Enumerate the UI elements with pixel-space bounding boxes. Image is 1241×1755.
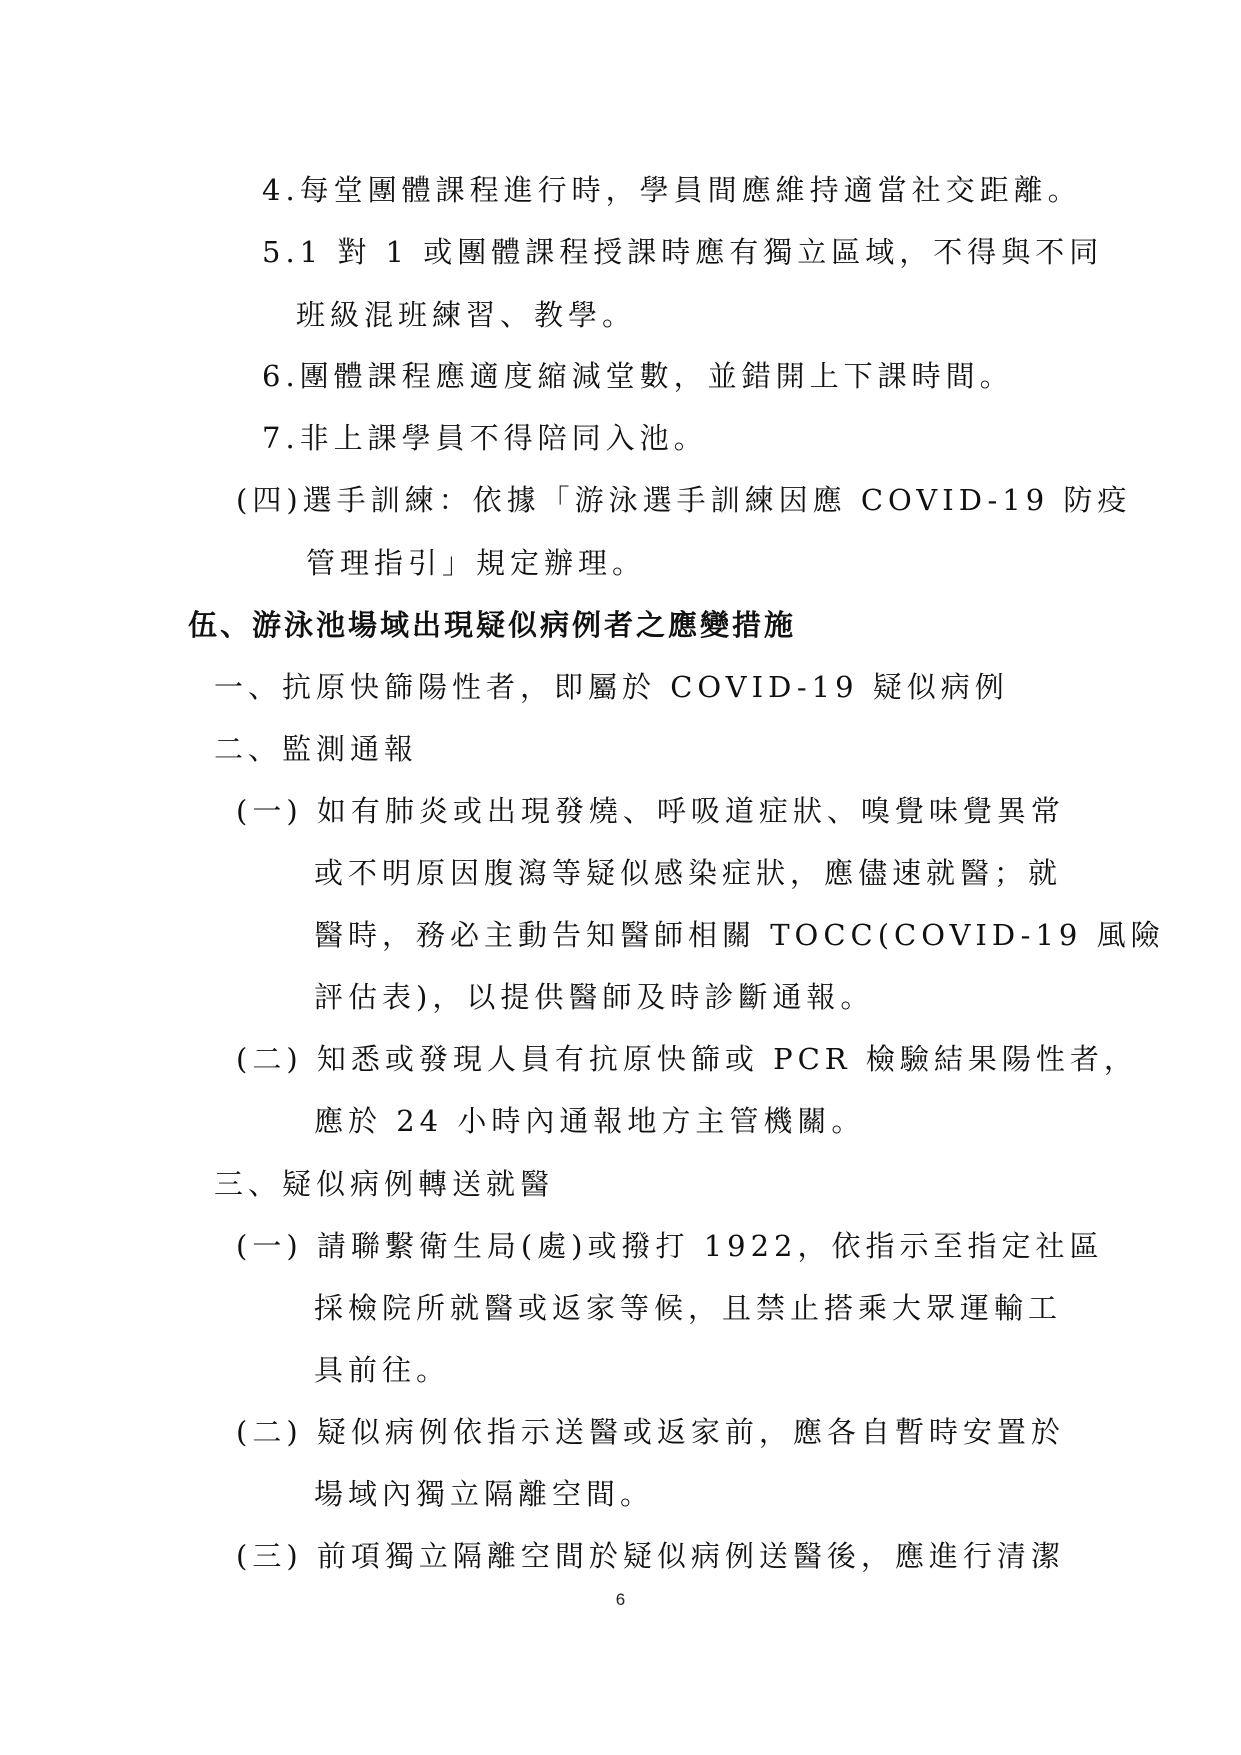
text-line-16: 應於 24 小時內通報地方主管機關。 bbox=[314, 1104, 866, 1138]
text-line-13: 醫時，務必主動告知醫師相關 TOCC(COVID-19 風險 bbox=[314, 918, 1165, 952]
text-line-6: (四)選手訓練：依據「游泳選手訓練因應 COVID-19 防疫 bbox=[236, 483, 1132, 517]
text-line-21: (二) 疑似病例依指示送醫或返家前，應各自暫時安置於 bbox=[236, 1415, 1065, 1449]
text-line-1: 4.每堂團體課程進行時，學員間應維持適當社交距離。 bbox=[262, 173, 1082, 207]
text-line-19: 採檢院所就醫或返家等候，且禁止搭乘大眾運輸工 bbox=[314, 1291, 1063, 1325]
text-line-7: 管理指引」規定辦理。 bbox=[306, 546, 647, 580]
text-line-2: 5.1 對 1 或團體課程授課時應有獨立區域，不得與不同 bbox=[262, 235, 1104, 269]
text-line-17: 三、疑似病例轉送就醫 bbox=[214, 1167, 555, 1201]
text-line-11: (一) 如有肺炎或出現發燒、呼吸道症狀、嗅覺味覺異常 bbox=[236, 794, 1065, 828]
text-line-10: 二、監測通報 bbox=[214, 732, 419, 766]
text-line-15: (二) 知悉或發現人員有抗原快篩或 PCR 檢驗結果陽性者， bbox=[236, 1042, 1138, 1076]
text-line-9: 一、抗原快篩陽性者，即屬於 COVID-19 疑似病例 bbox=[214, 670, 1009, 704]
text-line-14: 評估表)，以提供醫師及時診斷通報。 bbox=[314, 980, 875, 1014]
page-number: 6 bbox=[615, 1590, 626, 1609]
text-line-4: 6.團體課程應適度縮減堂數，並錯開上下課時間。 bbox=[262, 359, 1014, 393]
text-line-18: (一) 請聯繫衛生局(處)或撥打 1922，依指示至指定社區 bbox=[236, 1229, 1104, 1263]
text-line-5: 7.非上課學員不得陪同入池。 bbox=[262, 421, 708, 455]
text-line-22: 場域內獨立隔離空間。 bbox=[314, 1477, 655, 1511]
text-line-12: 或不明原因腹瀉等疑似感染症狀，應儘速就醫；就 bbox=[314, 856, 1063, 890]
text-line-3: 班級混班練習、教學。 bbox=[296, 298, 637, 332]
section-heading: 伍、游泳池場域出現疑似病例者之應變措施 bbox=[188, 608, 797, 642]
text-line-23: (三) 前項獨立隔離空間於疑似病例送醫後，應進行清潔 bbox=[236, 1539, 1065, 1573]
text-line-20: 具前往。 bbox=[314, 1353, 451, 1387]
